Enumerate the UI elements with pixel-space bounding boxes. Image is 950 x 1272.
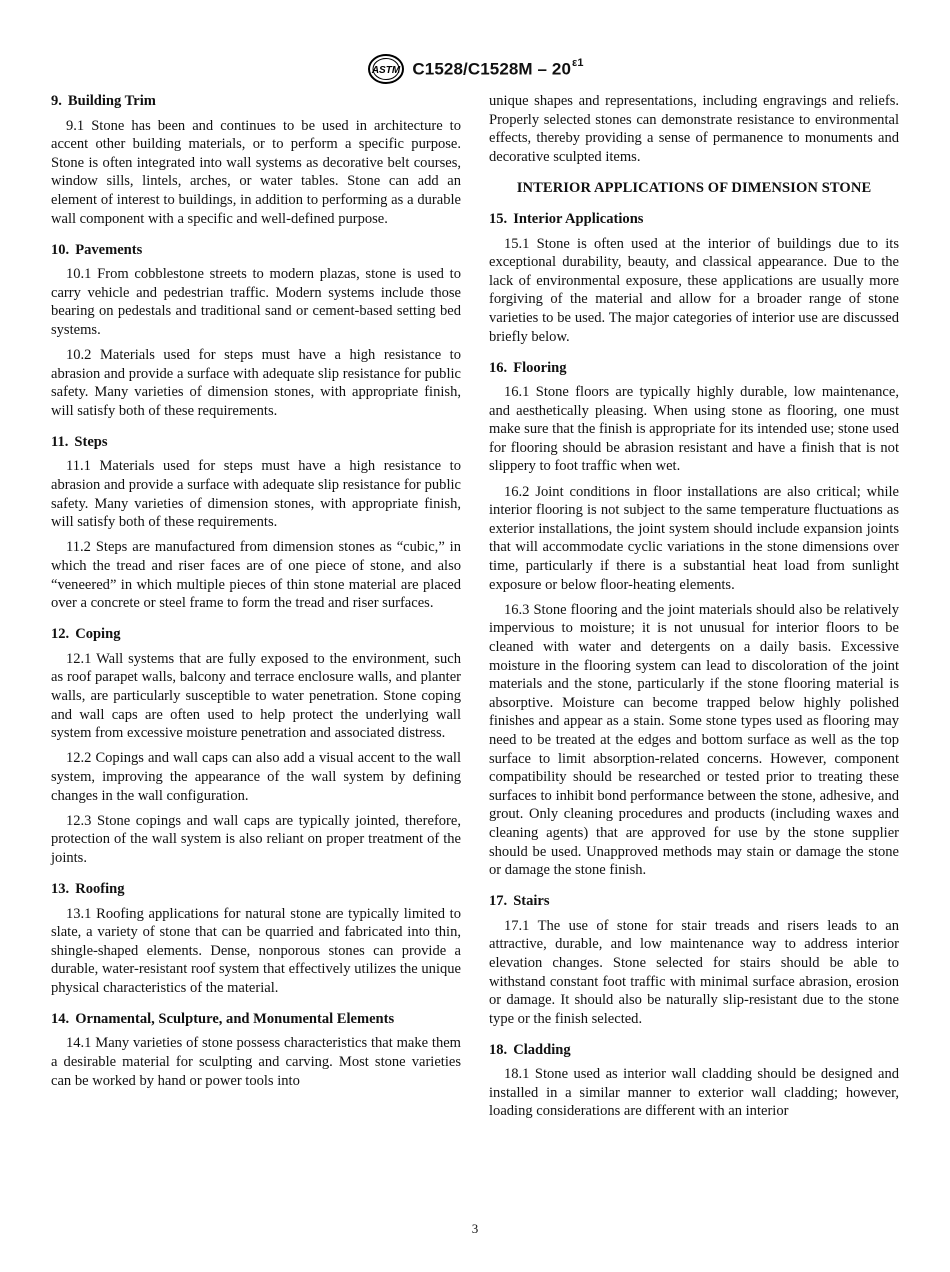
section-heading [51,92,461,111]
section-title: Coping [75,626,121,643]
section-title: Roofing [75,880,125,897]
section-number: 18. [489,1041,508,1058]
section-title: Flooring [513,359,567,376]
section-number: 16. [489,359,508,376]
paragraph: 16.3 Stone flooring and the joint materials should also be relatively impervious to moisture; it is not unusual for interior floors to be cleaned with water and detergents on a daily basis. Excessive moisture in the flooring system can lead to discoloration of the joint materials and the stone, particularly if the stone flooring material is absorptive. Moisture can become trapped below highly polished finishes and appear as a stain. Some stone types used as flooring may need to be treated at the edges and bottom surface as well as the top surface to limit absorption-related concerns. However, component compatibility should be researched or tested prior to treating these surfaces to inhibit bond performance between the stone, adhesive, and grout. Only cleaning procedures and products (including waxes and cleaning agents) that are approved for use by the stone supplier should be used. Unapproved methods may stain or damage the stone or damage the stone finish. [489,601,899,879]
section-number: 11. [51,433,69,450]
astm-logo-icon [366,52,406,86]
section-title: Stairs [513,893,550,910]
section-title: Ornamental, Sculpture, and Monumental Elements [75,1010,395,1027]
section-title: Steps [74,433,108,450]
section-heading [489,359,899,378]
section-heading [489,892,899,911]
section-number: 13. [51,880,70,897]
paragraph: 12.2 Copings and wall caps can also add a visual accent to the wall system, improving the appearance of the wall system by defining changes in the wall configuration. [51,750,461,804]
section-title: Pavements [75,241,143,258]
section-heading [51,625,461,644]
section-title: Interior Applications [513,210,644,227]
paragraph: 10.1 From cobblestone streets to modern plazas, stone is used to carry vehicle and pedestrian traffic. Modern systems include those bearing on pedestals and traditional sand or cement-based setting bed systems. [51,266,461,338]
section-number: 15. [489,210,508,227]
paragraph-continued: unique shapes and representations, including engravings and reliefs. Properly selected stones can demonstrate resistance to environmental effects, thereby providing a sense of permanence to monuments and decorative sculpted items. [489,93,899,165]
page-header [0,52,950,86]
paragraph: 11.1 Materials used for steps must have a high resistance to abrasion and provide a surface with adequate slip resistance for public safety. Many varieties of dimension stones, with appropriate finish, will satisfy both of these requirements. [51,458,461,531]
paragraph: 14.1 Many varieties of stone possess characteristics that make them a desirable material for sculpting and carving. Most stone varieties can be worked by hand or power tools into [51,1035,461,1089]
section-number: 10. [51,241,70,258]
designation-superscript: ε1 [572,56,584,69]
section-title: Cladding [513,1041,571,1058]
paragraph: 16.1 Stone floors are typically highly durable, low maintenance, and aesthetically pleasing. When using stone as flooring, one must make sure that the finish is appropriate for its intended use; stone used for flooring should be abrasion resistant and have a finish that is not slippery to foot traffic when wet. [489,384,899,475]
section-number: 12. [51,626,70,643]
section-number: 17. [489,893,508,910]
section-title: Building Trim [67,93,156,109]
section-heading [51,433,461,452]
section-heading [489,1041,899,1060]
paragraph: 10.2 Materials used for steps must have a high resistance to abrasion and provide a surface with adequate slip resistance for public safety. Many varieties of dimension stones, with appropriate finish, will satisfy both of these requirements. [51,347,461,419]
left-column [51,92,461,1097]
part-heading: INTERIOR APPLICATIONS OF DIMENSION STONE [516,180,872,197]
paragraph: 12.1 Wall systems that are fully exposed to the environment, such as roof parapet walls, balcony and terrace enclosure walls, and planter walls, are particularly susceptible to water penetration. Stone coping and wall caps are often used to help protect the underlying wall system from excessive moisture penetration and associated distress. [51,650,461,742]
logo-text: ASTM [372,65,401,76]
section-number: 9. [51,93,62,109]
paragraph: 12.3 Stone copings and wall caps are typically jointed, therefore, protection of the wall system is also reliant on proper treatment of the joints. [51,812,461,866]
paragraph: 17.1 The use of stone for stair treads and risers leads to an attractive, durable, and low maintenance way to address interior elevation changes. Stone selected for stairs should be able to withstand constant foot traffic with minimal surface abrasion, erosion or damage. It should also be naturally slip-resistant due to the stone type or the finish selected. [489,917,899,1027]
right-column [489,92,899,1128]
paragraph: 11.2 Steps are manufactured from dimension stones as “cubic,” in which the tread and riser faces are of one piece of stone, and also “veneered” in which multiple pieces of thin stone material are placed over a concrete or steel frame to form the tread and riser surfaces. [51,539,461,612]
standard-designation [412,56,584,80]
section-heading [51,241,461,260]
designation-text: C1528/C1528M – 20 [412,59,572,79]
paragraph: 9.1 Stone has been and continues to be used in architecture to accent other building materials, or to perform a specific purpose. Stone is often integrated into wall systems as decorative belt courses, window sills, lintels, arches, or water tables. Stone can add an element of interest to buildings, in addition to performing as a durable wall component with a specific and well-defined purpose. [51,117,461,227]
page-number: 3 [471,1221,479,1236]
section-heading [489,210,899,229]
section-heading [51,1010,461,1029]
section-number: 14. [51,1010,70,1027]
section-heading [51,880,461,899]
paragraph: 13.1 Roofing applications for natural stone are typically limited to slate, a variety of stone that can be quarried and fabricated into thin, shingle-shaped elements. Dense, nonporous stones can provide a durable, water-resistant roof system that effectively utilizes the unique physical characteristics of the material. [51,905,461,996]
paragraph: 18.1 Stone used as interior wall cladding should be designed and installed in a similar manner to exterior wall cladding; however, loading considerations are different with an interior [489,1066,899,1120]
paragraph: 16.2 Joint conditions in floor installations are also critical; while interior flooring is not subject to the same temperature fluctuations as exterior installations, the joint system should include expansion joints that will accommodate cyclic variations in the stone dimensions over time, particularly if there is a substantial heat load from sunlight exposure or below floor-heating elements. [489,483,899,593]
paragraph: 15.1 Stone is often used at the interior of buildings due to its exceptional durability, beauty, and classical appearance. Due to the lack of environmental exposure, these applications are usually more forgiving of the material and allow for a broader range of stone varieties to be used. The major categories of interior use are discussed briefly below. [489,235,899,345]
